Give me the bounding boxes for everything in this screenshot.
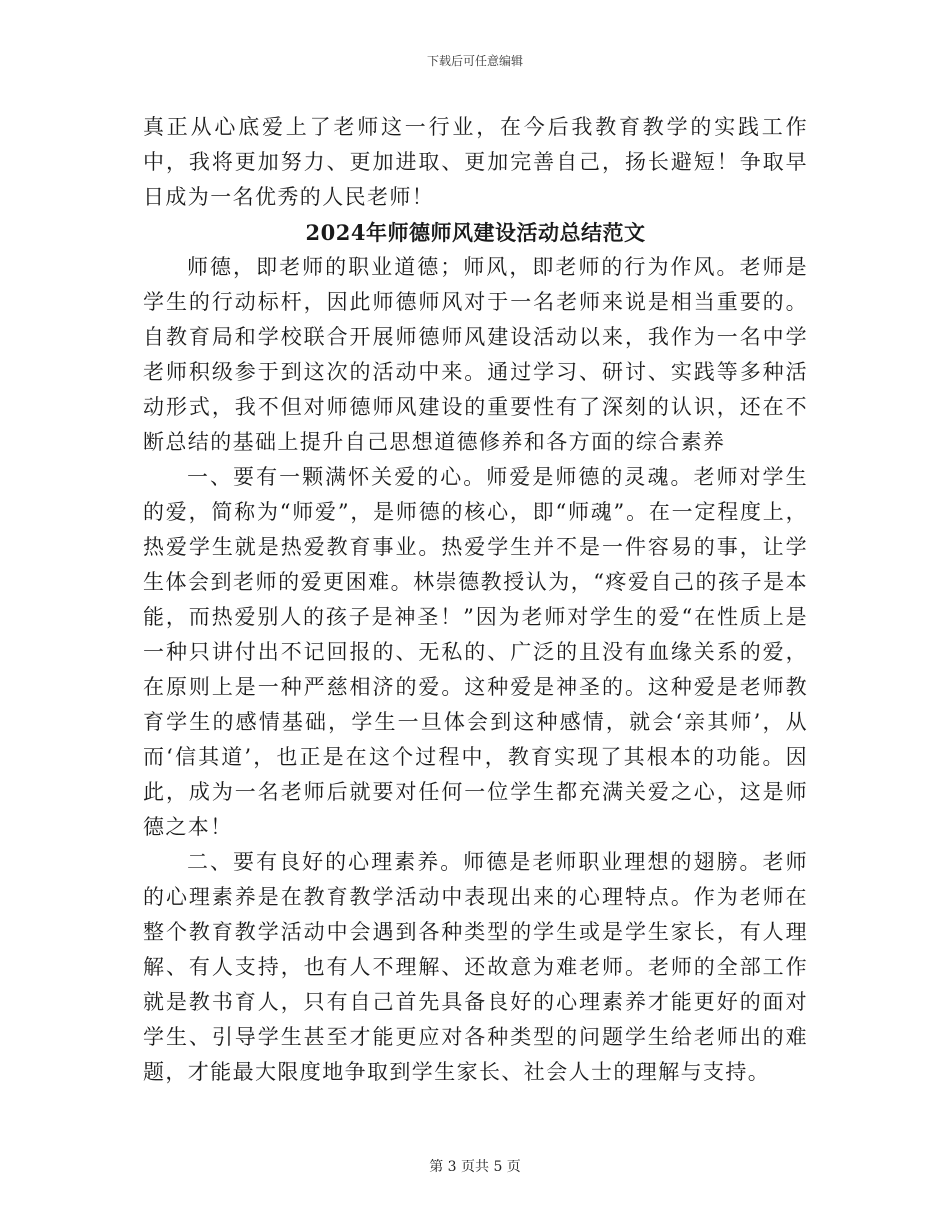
- page-footer: 第 3 页共 5 页: [429, 1159, 521, 1175]
- document-body: [143, 110, 808, 1090]
- page-header: 下载后可任意编辑: [426, 54, 523, 68]
- paragraph-intro: 师德，即老师的职业道德；师风，即老师的行为作风。老师是学生的行动标杆，因此师德师风对于一名老师来说是相当重要的。自教育局和学校联合开展师德师风建设活动以来，我作为一名中学老师积级参于到这次的活动中来。通过学习、研讨、实践等多种活动形式，我不但对师德师风建设的重要性有了深刻的认识，还在不断总结的基础上提升自己思想道德修养和各方面的综合素养: [143, 255, 808, 454]
- document-title: 2024年师德师风建设活动总结范文: [305, 220, 646, 245]
- paragraph-section-one: 一、要有一颗满怀关爱的心。师爱是师德的灵魂。老师对学生的爱，简称为“师爱”，是师德的核心，即“师魂”。在一定程度上，热爱学生就是热爱教育事业。热爱学生并不是一件容易的事，让学生体会到老师的爱更困难。林崇德教授认为，“疼爱自己的孩子是本能，而热爱别人的孩子是神圣！”因为老师对学生的爱“在性质上是一种只讲付出不记回报的、无私的、广泛的且没有血缘关系的爱，在原则上是一种严慈相济的爱。这种爱是神圣的。这种爱是老师教育学生的感情基础，学生一旦体会到这种感情，就会‘亲其师’，从而‘信其道’，也正是在这个过程中，教育实现了其根本的功能。因此，成为一名老师后就要对任何一位学生都充满关爱之心，这是师德之本！: [143, 465, 808, 839]
- paragraph-section-two: 二、要有良好的心理素养。师德是老师职业理想的翅膀。老师的心理素养是在教育教学活动中表现出来的心理特点。作为老师在整个教育教学活动中会遇到各种类型的学生或是学生家长，有人理解、有人支持，也有人不理解、还故意为难老师。老师的全部工作就是教书育人，只有自己首先具备良好的心理素养才能更好的面对学生、引导学生甚至才能更应对各种类型的问题学生给老师出的难题，才能最大限度地争取到学生家长、社会人士的理解与支持。: [143, 850, 808, 1084]
- paragraph-continuation: 真正从心底爱上了老师这一行业，在今后我教育教学的实践工作中，我将更加努力、更加进取、更加完善自己，扬长避短！争取早日成为一名优秀的人民老师！: [143, 115, 808, 209]
